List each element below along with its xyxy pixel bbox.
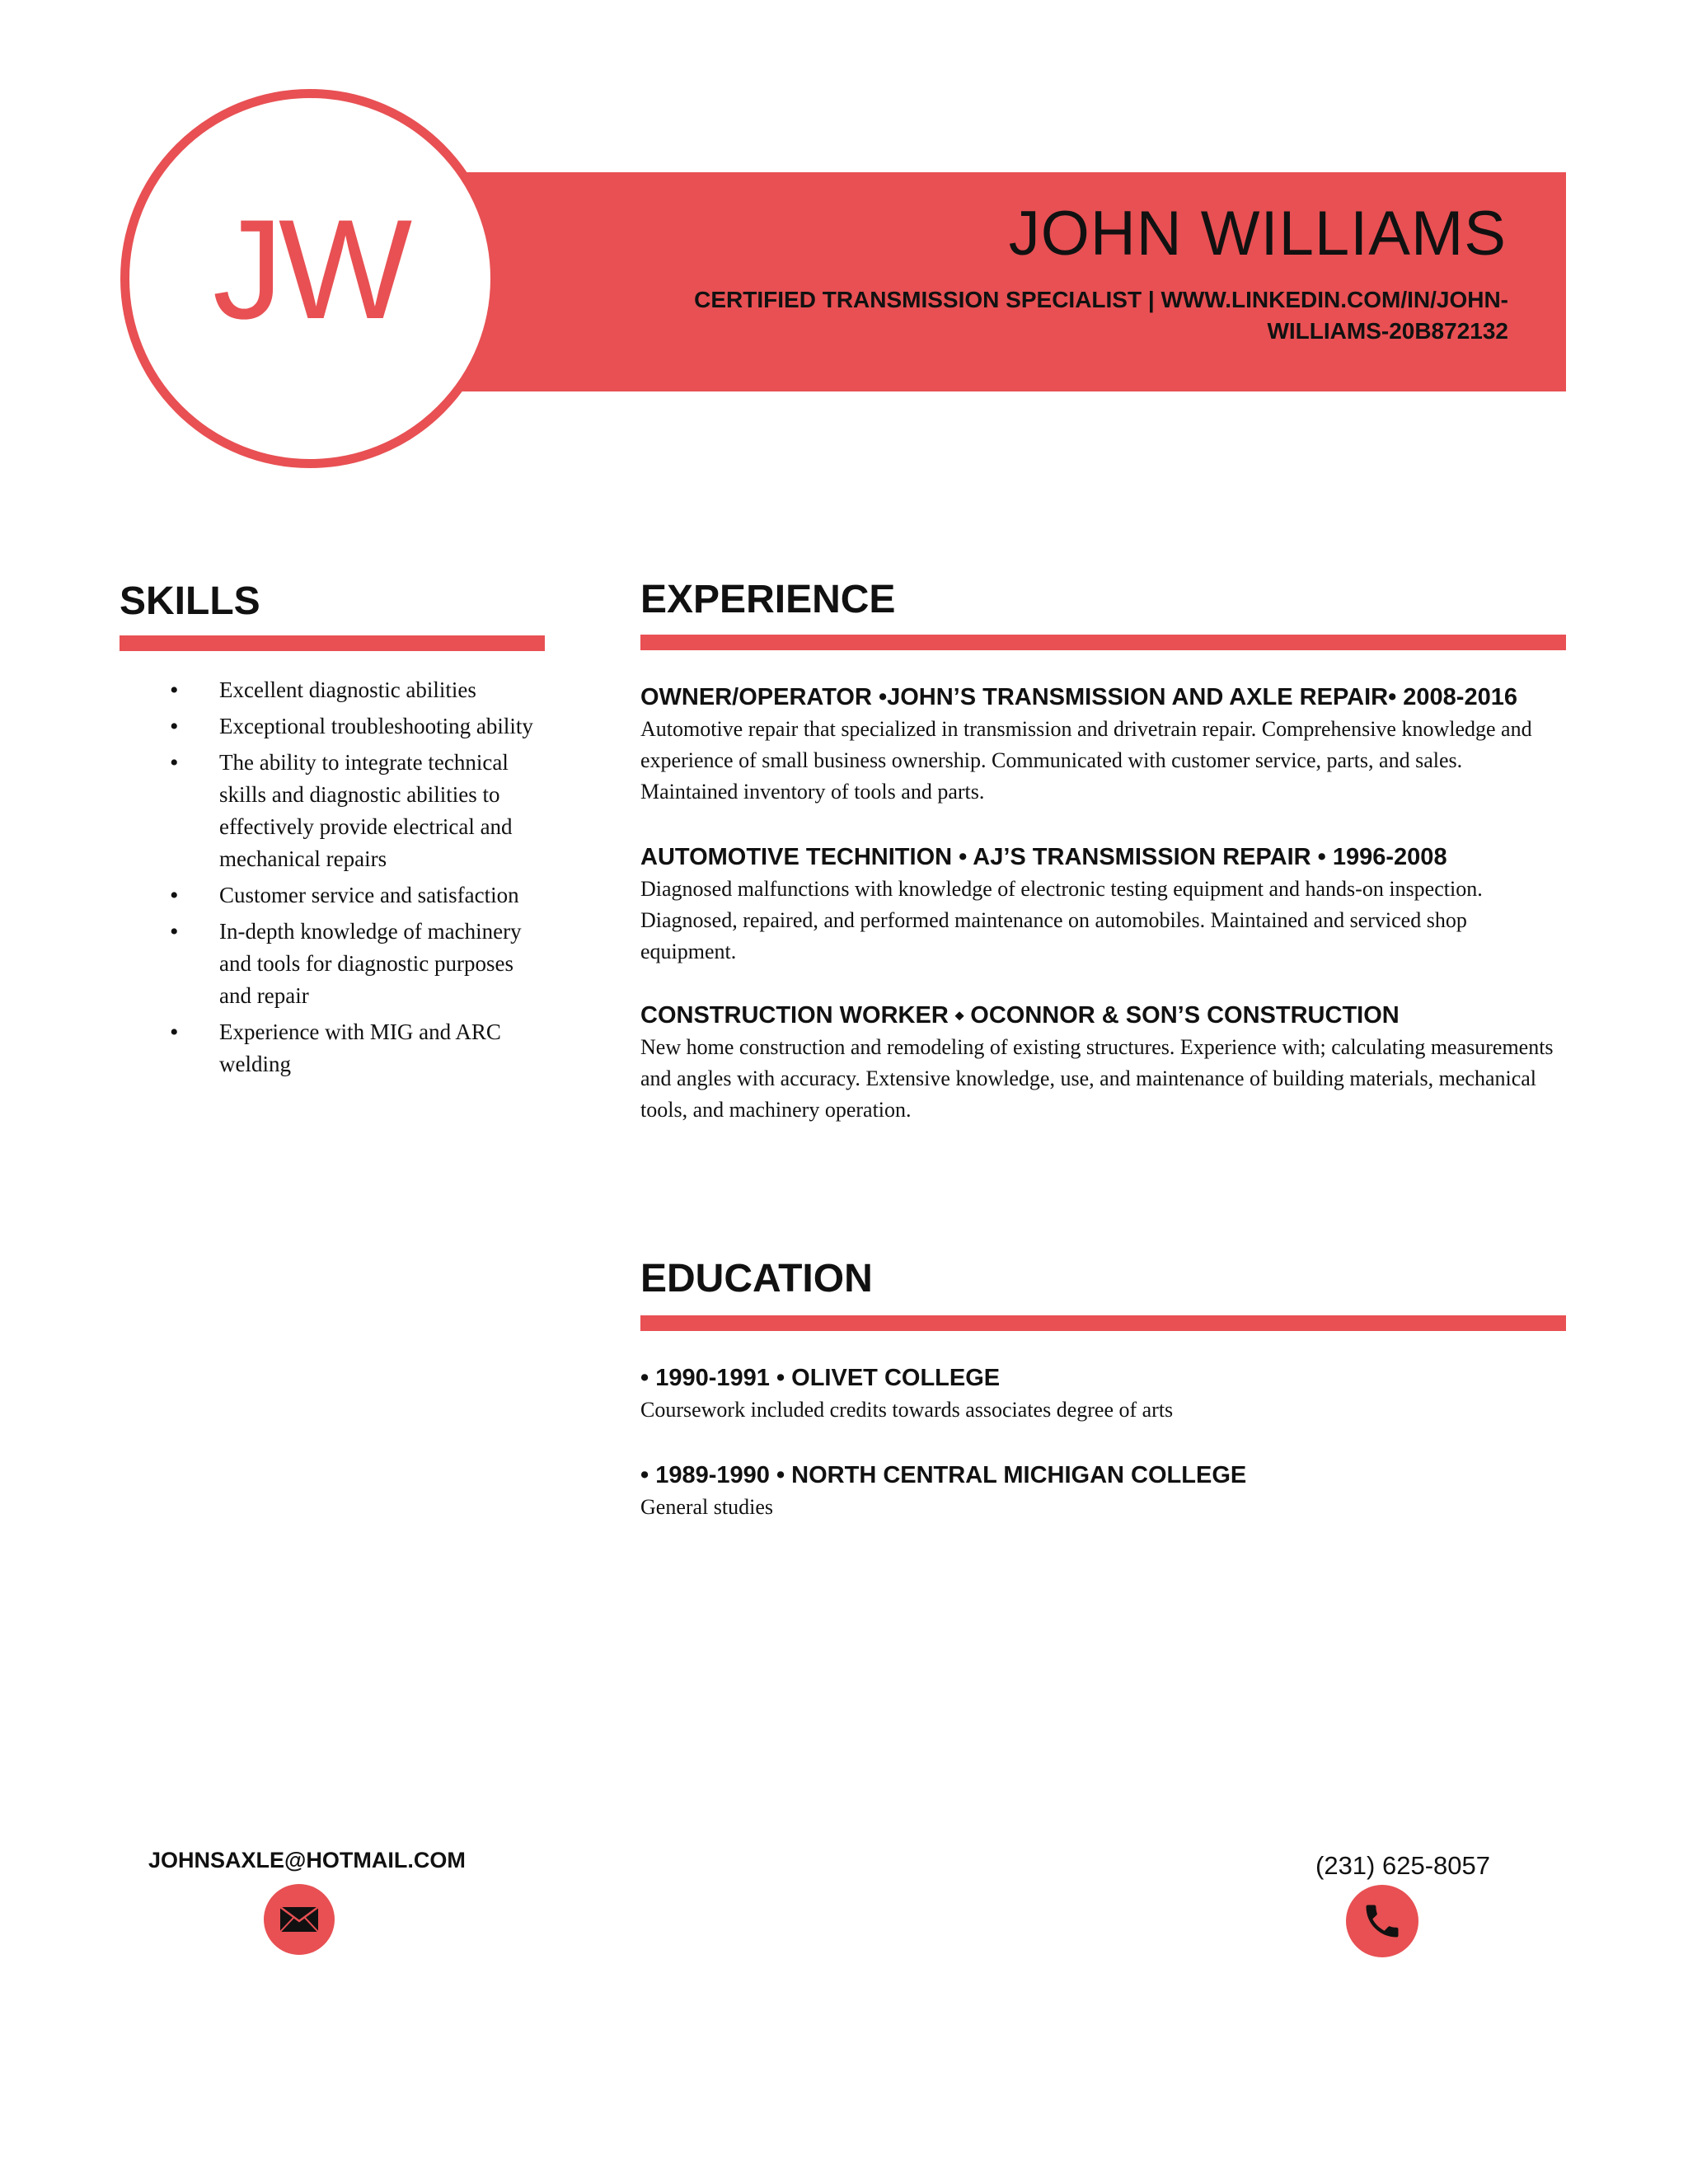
bullet-icon: • [170,918,179,945]
education-heading: • 1990-1991 • OLIVET COLLEGE [640,1365,1001,1391]
monogram-initials: JW [212,190,408,349]
job-entry [640,681,1588,808]
skills-rule [120,635,545,651]
envelope-glyph [279,1906,319,1933]
bullet-icon: • [170,1019,179,1046]
bullet-icon: • [170,882,179,909]
bullet-icon: • [170,713,179,740]
experience-title: EXPERIENCE [640,578,896,621]
job-description: New home construction and remodeling of existing structures. Experience with; calculating measurements and angles with accuracy. Extensive knowledge, use, and maintenance of building materials, mechanical tools, and machinery operation. [640,1035,1554,1122]
candidate-tagline: CERTIFIED TRANSMISSION SPECIALIST | WWW.LINKEDIN.COM/IN/JOHN-WILLIAMS-20B872132 [694,287,1508,344]
skill-item: • The ability to integrate technical skills and diagnostic abilities to effectively provide electrical and mechanical repairs [219,747,549,875]
candidate-name: JOHN WILLIAMS [1008,199,1507,269]
skill-item: • Customer service and satisfaction [219,879,549,912]
education-title: EDUCATION [640,1257,873,1301]
experience-rule [640,635,1566,650]
phone-glyph [1361,1900,1404,1943]
job-heading: CONSTRUCTION WORKER ⬩ OCONNOR & SON’S CONSTRUCTION [640,1002,1400,1029]
education-description: General studies [640,1495,774,1519]
envelope-icon [264,1884,335,1955]
bullet-icon: • [170,677,179,704]
job-heading: AUTOMOTIVE TECHNITION • AJ’S TRANSMISSION REPAIR • 1996-2008 [640,844,1447,870]
bullet-icon: • [170,749,179,776]
education-entry [640,1361,1588,1426]
education-description: Coursework included credits towards associates degree of arts [640,1398,1174,1422]
skills-title: SKILLS [120,579,260,623]
phone-icon [1346,1885,1418,1957]
job-entry [640,841,1588,968]
education-rule [640,1315,1566,1331]
job-heading: OWNER/OPERATOR •JOHN’S TRANSMISSION AND AXLE REPAIR• 2008-2016 [640,684,1517,710]
job-description: Diagnosed malfunctions with knowledge of electronic testing equipment and hands-on inspection. Diagnosed, repaired, and performed maintenance on automobiles. Maintained and serviced shop equipment. [640,877,1483,963]
education-heading: • 1989-1990 • NORTH CENTRAL MICHIGAN COLLEGE [640,1462,1247,1488]
job-entry [640,999,1588,1126]
job-description: Automotive repair that specialized in transmission and drivetrain repair. Comprehensive knowledge and experience of small business ownership. Communicated with customer service, parts, and sales. Maintained inventory of tools and parts. [640,717,1532,804]
monogram-circle [120,89,499,468]
contact-phone[interactable]: (231) 625-8057 [1315,1851,1490,1880]
skill-item: • Experience with MIG and ARC welding [219,1016,549,1080]
skills-list [170,674,549,1085]
skill-item: • In-depth knowledge of machinery and tools for diagnostic purposes and repair [219,916,549,1012]
contact-email[interactable]: JOHNSAXLE@HOTMAIL.COM [148,1848,466,1872]
education-entry [640,1459,1588,1523]
skill-item: • Excellent diagnostic abilities [219,674,549,706]
skill-item: • Exceptional troubleshooting ability [219,710,549,743]
